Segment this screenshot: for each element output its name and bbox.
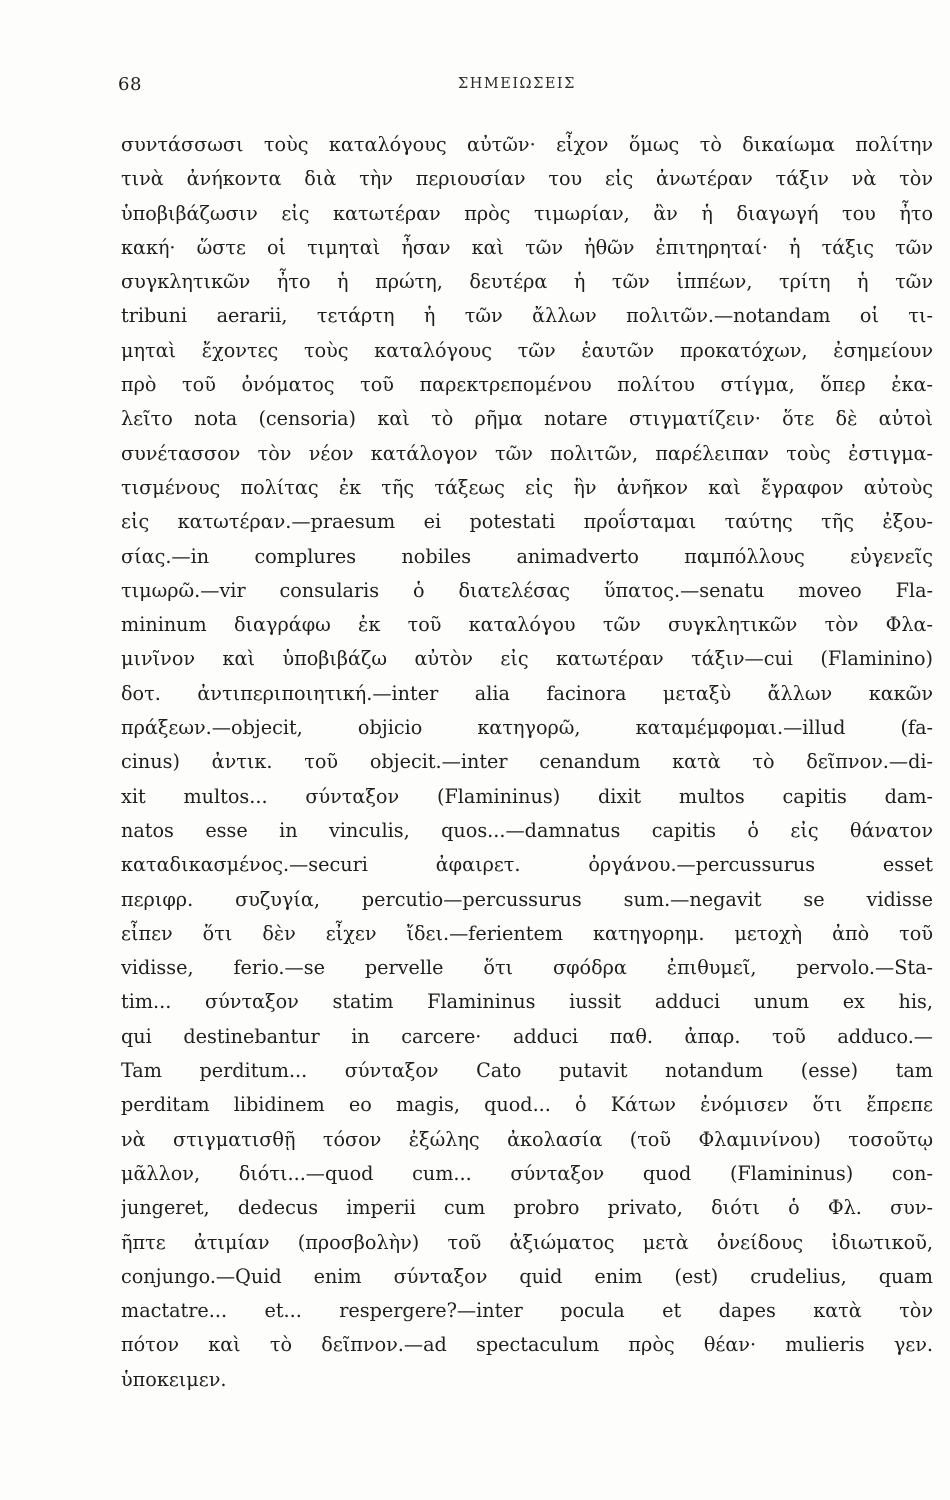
text-line: mininum διαγράφω ἐκ τοῦ καταλόγου τῶν συγκλητικῶν τὸν Φλα- bbox=[121, 613, 933, 637]
text-line: καταδικασμένος.—securi ἀφαιρετ. ὀργάνου.—percussurus esset bbox=[121, 853, 933, 877]
text-line: σίας.—in complures nobiles animadverto παμπόλλους εὐγενεῖς bbox=[121, 544, 933, 568]
text-line: νὰ στιγματισθῇ τόσον ἐξώλης ἀκολασία (τοῦ Φλαμινίνου) τοσοῦτῳ bbox=[121, 1127, 933, 1151]
text-line: πράξεων.—objecit, objicio κατηγορῶ, καταμέμφομαι.—illud (fa- bbox=[121, 716, 933, 740]
text-line: λεῖτο nota (censoria) καὶ τὸ ρῆμα notare στιγματίζειν· ὅτε δὲ αὐτοὶ bbox=[121, 407, 933, 431]
text-line: πρὸ τοῦ ὀνόματος τοῦ παρεκτρεπομένου πολίτου στίγμα, ὅπερ ἐκα- bbox=[121, 373, 933, 397]
text-line: μηταὶ ἔχοντες τοὺς καταλόγους τῶν ἑαυτῶν προκατόχων, ἐσημείουν bbox=[121, 338, 933, 362]
text-line: xit multos... σύνταξον (Flamininus) dixit multos capitis dam- bbox=[121, 784, 933, 808]
text-line: vidisse, ferio.—se pervelle ὅτι σφόδρα ἐπιθυμεῖ, pervolo.—Sta- bbox=[121, 956, 933, 980]
text-line: cinus) ἀντικ. τοῦ objecit.—inter cenandum κατὰ τὸ δεῖπνον.—di- bbox=[121, 750, 933, 774]
text-line: ὑποβιβάζωσιν εἰς κατωτέραν πρὸς τιμωρίαν, ἂν ἡ διαγωγή του ἦτο bbox=[121, 201, 933, 225]
running-head: ΣΗΜΕΙΩΣΕΙΣ bbox=[458, 76, 576, 92]
text-line: ὑποκειμεν. bbox=[121, 1367, 227, 1391]
text-line: tribuni aerarii, τετάρτη ἡ τῶν ἄλλων πολιτῶν.—notandam οἱ τι- bbox=[121, 304, 933, 328]
text-line: πότον καὶ τὸ δεῖπνον.—ad spectaculum πρὸς θέαν· mulieris γεν. bbox=[121, 1333, 933, 1357]
text-line: tim... σύνταξον statim Flamininus iussit adduci unum ex his, bbox=[121, 990, 933, 1014]
page-header bbox=[118, 74, 818, 104]
text-line: δοτ. ἀντιπεριποιητική.—inter alia facinora μεταξὺ ἄλλων κακῶν bbox=[121, 681, 933, 705]
text-line: conjungo.—Quid enim σύνταξον quid enim (est) crudelius, quam bbox=[121, 1264, 933, 1288]
page-number: 68 bbox=[118, 74, 142, 95]
text-line: τιμωρῶ.—vir consularis ὁ διατελέσας ὕπατος.—senatu moveo Fla- bbox=[121, 578, 933, 602]
text-line: natos esse in vinculis, quos...—damnatus capitis ὁ εἰς θάνατον bbox=[121, 818, 933, 842]
text-line: qui destinebantur in carcere· adduci παθ. ἀπαρ. τοῦ adduco.— bbox=[121, 1024, 933, 1048]
text-line: perditam libidinem eo magis, quod... ὁ Κάτων ἐνόμισεν ὅτι ἔπρεπε bbox=[121, 1093, 933, 1117]
text-line: μινῖνον καὶ ὑποβιβάζω αὐτὸν εἰς κατωτέραν τάξιν—cui (Flaminino) bbox=[121, 647, 933, 671]
text-line: συνέτασσον τὸν νέον κατάλογον τῶν πολιτῶν, παρέλειπαν τοὺς ἐστιγμα- bbox=[121, 441, 933, 465]
text-line: εἶπεν ὅτι δὲν εἶχεν ἴδει.—ferientem κατηγορημ. μετοχὴ ἀπὸ τοῦ bbox=[121, 921, 933, 945]
notes-text-block bbox=[121, 128, 933, 1397]
text-line: jungeret, dedecus imperii cum probro privato, διότι ὁ Φλ. συν- bbox=[121, 1196, 933, 1220]
text-line: τινὰ ἀνήκοντα διὰ τὴν περιουσίαν του εἰς ἀνωτέραν τάξιν νὰ τὸν bbox=[121, 167, 933, 191]
text-line: mactatre... et... respergere?—inter pocula et dapes κατὰ τὸν bbox=[121, 1299, 933, 1323]
text-line: Tam perditum... σύνταξον Cato putavit notandum (esse) tam bbox=[121, 1059, 933, 1083]
text-line: συντάσσωσι τοὺς καταλόγους αὐτῶν· εἶχον ὅμως τὸ δικαίωμα πολίτην bbox=[121, 133, 933, 156]
text-line: περιφρ. συζυγία, percutio—percussurus sum.—negavit se vidisse bbox=[121, 887, 933, 911]
text-line: ῆπτε ἀτιμίαν (προσβολὴν) τοῦ ἀξιώματος μετὰ ὀνείδους ἰδιωτικοῦ, bbox=[121, 1230, 933, 1254]
text-line: τισμένους πολίτας ἐκ τῆς τάξεως εἰς ἣν ἀνῆκον καὶ ἔγραφον αὐτοὺς bbox=[121, 475, 933, 499]
text-line: συγκλητικῶν ἦτο ἡ πρώτη, δευτέρα ἡ τῶν ἱππέων, τρίτη ἡ τῶν bbox=[121, 270, 933, 294]
text-line: μᾶλλον, διότι...—quod cum... σύνταξον quod (Flamininus) con- bbox=[121, 1161, 933, 1185]
text-line: εἰς κατωτέραν.—praesum ei potestati προΐσταμαι ταύτης τῆς ἐξου- bbox=[121, 510, 933, 534]
text-line: κακή· ὥστε οἱ τιμηταὶ ἦσαν καὶ τῶν ἠθῶν ἐπιτηρηταί· ἡ τάξις τῶν bbox=[121, 235, 933, 259]
